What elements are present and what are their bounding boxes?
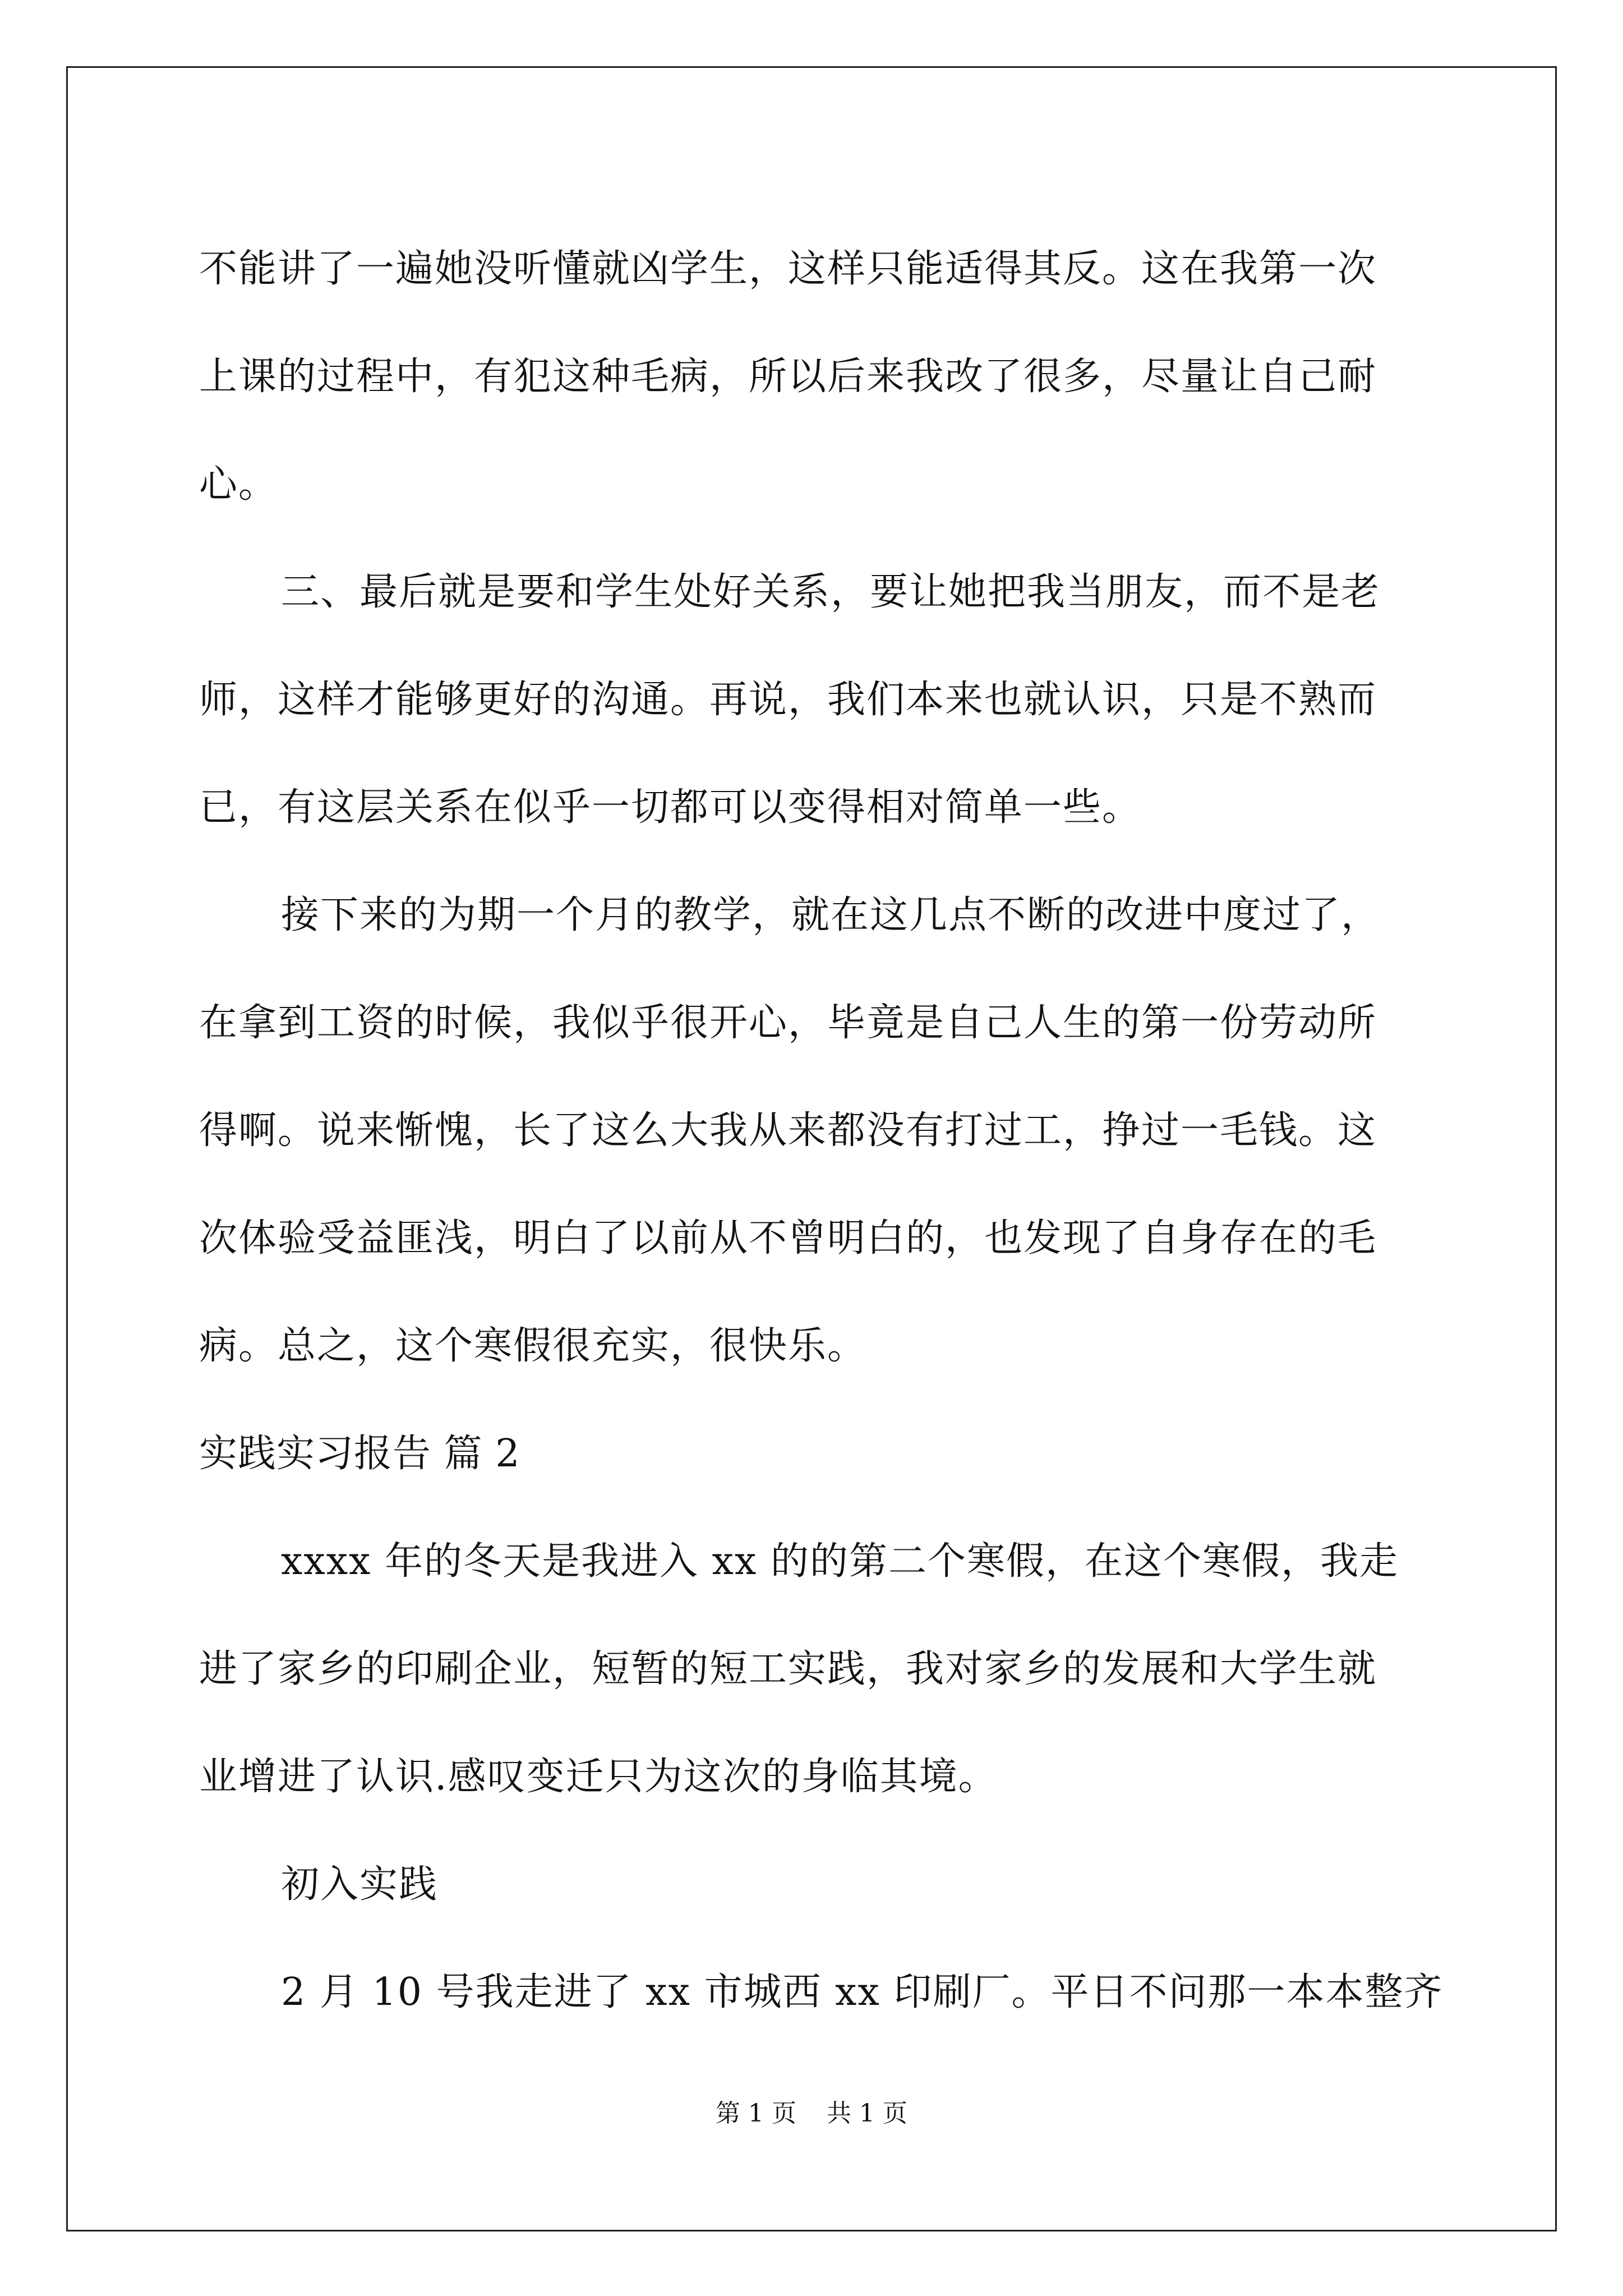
text-line: 在拿到工资的时候，我似乎很开心，毕竟是自己人生的第一份劳动所 xyxy=(199,1001,1377,1045)
subheading: 初入实践 xyxy=(281,1862,439,1907)
text-line: 次体验受益匪浅，明白了以前从不曾明白的，也发现了自身存在的毛 xyxy=(199,1216,1377,1260)
section-heading: 实践实习报告 篇 2 xyxy=(199,1432,520,1476)
text-line: 心。 xyxy=(199,462,278,507)
text-line: 师，这样才能够更好的沟通。再说，我们本来也就认识，只是不熟而 xyxy=(199,678,1377,722)
paragraph-start-line: 接下来的为期一个月的教学，就在这几点不断的改进中度过了， xyxy=(281,893,1381,937)
text-line: 进了家乡的印刷企业，短暂的短工实践，我对家乡的发展和大学生就 xyxy=(199,1647,1377,1691)
paragraph-start-line: 三、最后就是要和学生处好关系，要让她把我当朋友，而不是老 xyxy=(281,570,1381,614)
paragraph-start-line: xxxx 年的冬天是我进入 xx 的的第二个寒假，在这个寒假，我走 xyxy=(281,1539,1399,1584)
text-line: 上课的过程中，有犯这种毛病，所以后来我改了很多，尽量让自己耐 xyxy=(199,355,1377,399)
document-body xyxy=(199,215,1444,2046)
text-line: 病。总之，这个寒假很充实，很快乐。 xyxy=(199,1324,867,1368)
page-total: 共 1 页 xyxy=(827,2099,907,2128)
page-number: 第 1 页 xyxy=(716,2099,796,2128)
text-line: 得啊。说来惭愧，长了这么大我从来都没有打过工，挣过一毛钱。这 xyxy=(199,1108,1377,1153)
paragraph-start-line: 2 月 10 号我走进了 xx 市城西 xx 印刷厂。平日不问那一本本整齐 xyxy=(281,1970,1444,2014)
text-line: 业增进了认识.感叹变迁只为这次的身临其境。 xyxy=(199,1755,998,1799)
page-footer xyxy=(0,2097,1623,2131)
text-line: 已，有这层关系在似乎一切都可以变得相对简单一些。 xyxy=(199,785,1142,830)
text-line: 不能讲了一遍她没听懂就凶学生，这样只能适得其反。这在我第一次 xyxy=(199,247,1377,291)
